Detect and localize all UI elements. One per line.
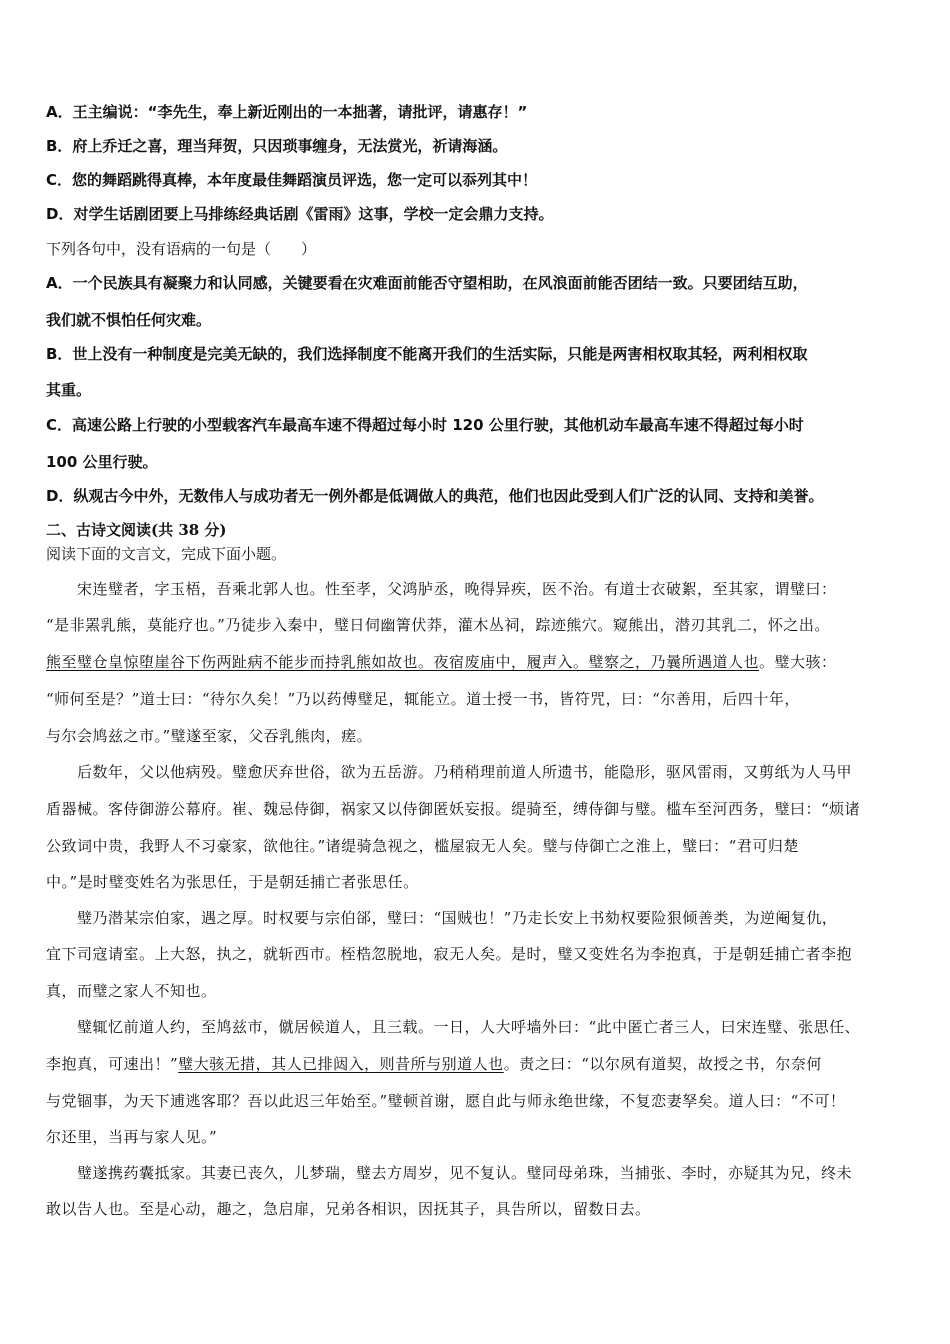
section-instruction: 阅读下面的文言文，完成下面小题。 — [46, 545, 287, 563]
section-heading: 二、古诗文阅读(共 38 分) — [46, 521, 227, 539]
passage-line: 中。”是时璧变姓名为张思任，于是朝廷捕亡者张思任。 — [46, 873, 419, 891]
q2-stem: 下列各句中，没有语病的一句是（ ） — [46, 240, 317, 258]
underlined-sentence-1: 熊至璧仓皇惊堕崖谷下伤两趾病不能步而持乳熊如故也。夜宿废庙中，履声入。 — [46, 653, 589, 671]
q2-option-b-line2: 其重。 — [46, 381, 92, 399]
passage-line: 尔还里，当再与家人见。” — [46, 1128, 218, 1146]
passage-line: 璧遂携药囊抵家。其妻已丧久，儿梦瑞，璧去方周岁，见不复认。璧同母弟珠，当捕张、李时，亦疑其为兄，终未 — [46, 1164, 853, 1182]
passage-line: “师何至是？”道士曰：“待尔久矣！”乃以药傅璧足，辄能立。道士授一书，皆符咒，曰：“尔善用，后四十年， — [46, 690, 800, 708]
passage-text: 李抱真，可速出！” — [46, 1055, 179, 1073]
q2-option-c-line2: 100 公里行驶。 — [46, 453, 158, 471]
q1-option-c: C．您的舞蹈跳得真棒，本年度最佳舞蹈演员评选，您一定可以忝列其中！ — [46, 171, 538, 189]
passage-text: 。责之曰：“以尔夙有道契，故授之书，尔奈何 — [503, 1055, 822, 1073]
q1-option-d: D．对学生话剧团要上马排练经典话剧《雷雨》这事，学校一定会鼎力支持。 — [46, 205, 554, 223]
passage-line: 与党锢事，为天下逋逃客耶？吾以此迟三年始至。”璧顿首谢，愿自此与师永绝世缘，不复恋妻孥矣。道人曰：“不可！ — [46, 1092, 846, 1110]
q2-option-d: D．纵观古今中外，无数伟人与成功者无一例外都是低调做人的典范，他们也因此受到人们广泛的认同、支持和美誉。 — [46, 487, 824, 505]
passage-line: 宋连璧者，字玉梧，吾乘北郭人也。性至孝，父鸿胪丞，晚得异疾，医不治。有道士衣破絮，至其家，谓璧曰： — [46, 580, 837, 598]
passage-line: 宜下司寇请室。上大怒，执之，就斩西市。桎梏忽脱地，寂无人矣。是时，璧又变姓名为李抱真，于是朝廷捕亡者李抱 — [46, 945, 853, 963]
passage-line: “是非罴乳熊，莫能疗也。”乃徒步入秦中，璧日伺幽箐伏莽，灌木丛祠，踪迹熊穴。窥熊出，潜刃其乳二，怀之出。 — [46, 616, 830, 634]
passage-line: 与尔会鸠兹之市。”璧遂至家，父吞乳熊肉，瘥。 — [46, 727, 373, 745]
passage-line: 璧乃潜某宗伯家，遇之厚。时权要与宗伯郤，璧曰：“国贼也！”乃走长安上书劾权要险狠倾善类，为逆阉复仇， — [46, 909, 838, 927]
q2-option-a-line1: A．一个民族具有凝聚力和认同感，关键要看在灾难面前能否守望相助，在风浪面前能否团结一致。只要团结互助， — [46, 274, 808, 292]
q2-option-b-line1: B．世上没有一种制度是完美无缺的，我们选择制度不能离开我们的生活实际，只能是两害相权取其轻，两利相权取 — [46, 345, 808, 363]
q1-option-a: A．王主编说：“李先生，奉上新近刚出的一本拙著，请批评，请惠存！” — [46, 103, 528, 121]
passage-line: 真，而璧之家人不知也。 — [46, 982, 217, 1000]
q2-option-c-line1: C．高速公路上行驶的小型载客汽车最高车速不得超过每小时 120 公里行驶，其他机动车最高车速不得超过每小时 — [46, 416, 804, 434]
passage-text: 璧察之，乃曩所遇道人也 — [588, 653, 760, 671]
passage-line: 公致词中贵，我野人不习豪家，欲他往。”诸缇骑急视之，槛屋寂无人矣。璧与侍御亡之淮上，璧曰：“君可归楚 — [46, 837, 799, 855]
passage-text: 。璧大骇： — [759, 653, 837, 671]
q2-option-a-line2: 我们就不惧怕任何灾难。 — [46, 311, 212, 329]
passage-line — [46, 1053, 822, 1074]
passage-line: 后数年，父以他病殁。璧愈厌弃世俗，欲为五岳游。乃稍稍理前道人所遗书，能隐形，驱风雷雨，又剪纸为人马甲 — [46, 763, 853, 781]
passage-line: 璧辄忆前道人约，至鸠兹市，僦居候道人，且三载。一日，人大呼墙外曰：“此中匿亡者三人，曰宋连璧、张思任、 — [46, 1018, 861, 1036]
passage-line: 敢以告人也。至是心动，趣之，急启扉，兄弟各相识，因抚其子，具告所以，留数日去。 — [46, 1200, 651, 1218]
underlined-sentence-2: 璧大骇无措，其人已排闼入，则昔所与别道人也 — [178, 1055, 504, 1073]
passage-line — [46, 651, 837, 672]
passage-line: 盾器械。客侍御游公幕府。崔、魏忌侍御，祸家又以侍御匿妖妄报。缇骑至，缚侍御与璧。槛车至河西务，璧曰：“烦诸 — [46, 800, 861, 818]
q1-option-b: B．府上乔迁之喜，理当拜贺，只因琐事缠身，无法赏光，祈请海涵。 — [46, 137, 508, 155]
